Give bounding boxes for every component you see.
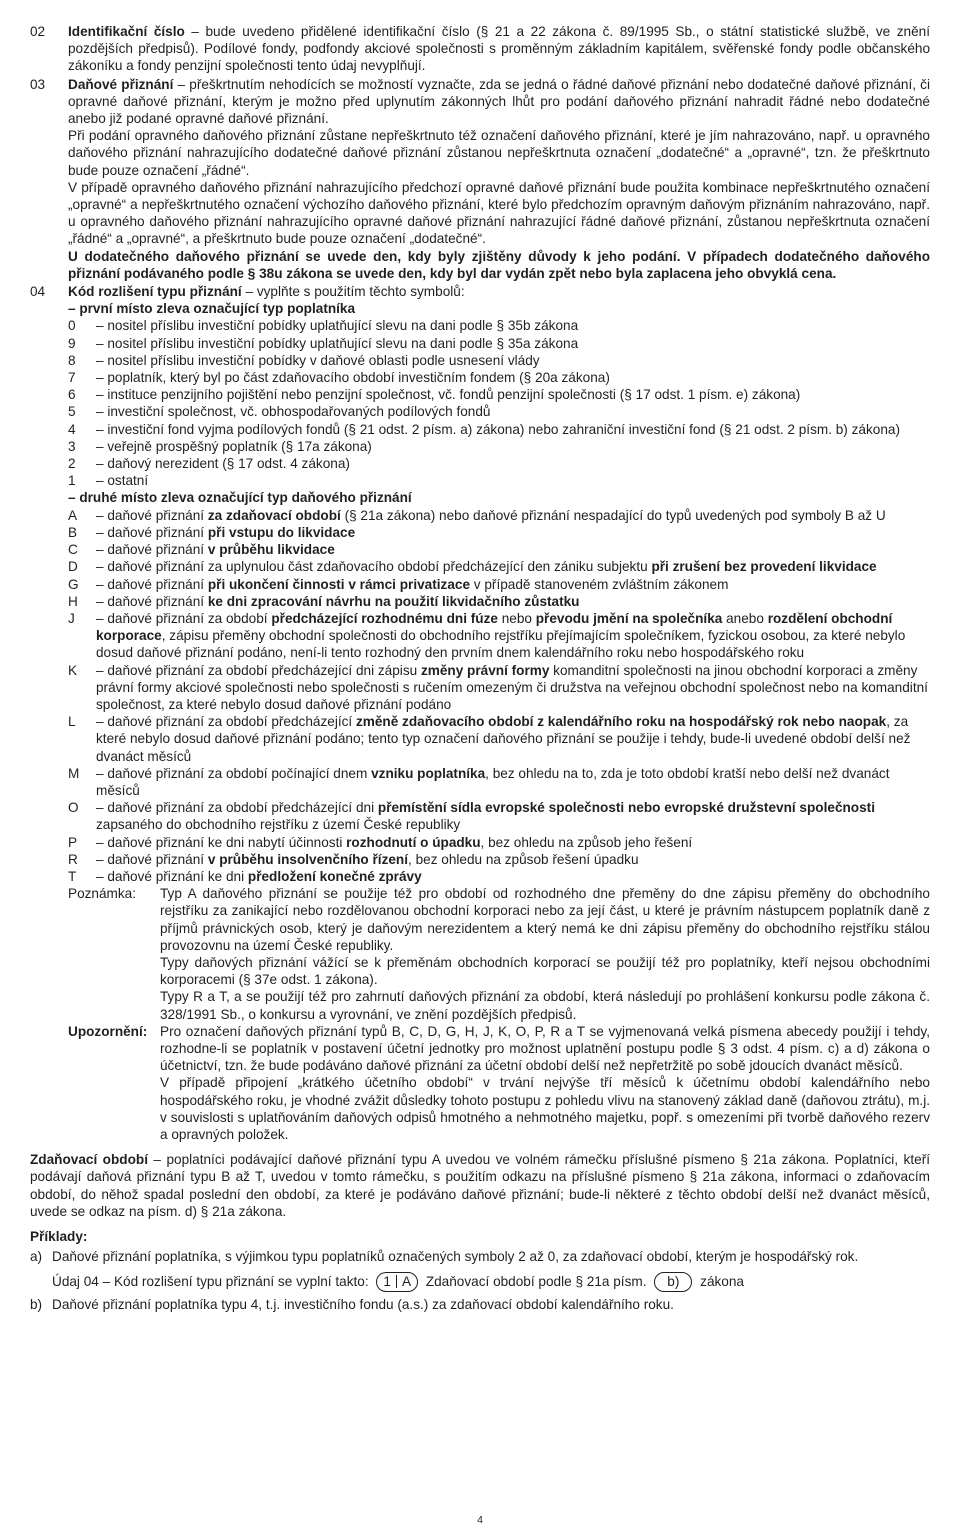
return-type-list xyxy=(68,507,930,885)
section-title: Kód rozlišení typu přiznání xyxy=(68,284,242,300)
section-02-text: Identifikační číslo – bude uvedeno přidělené identifikační číslo (§ 21 a 22 zákona č. 89/1995 Sb., o státní statistické službě, ve znění pozdějších předpisů). Podílové fondy, podfondy akciové společnosti s proměnným základním kapitálem, svěřenské fondy podle občanského zákoníku a fondy penzijní společnosti tento údaj nevyplňují. xyxy=(68,24,930,74)
return-type-item: R – daňové přiznání v průběhu insolvenčního řízení, bez ohledu na způsob řešení úpadku xyxy=(68,851,639,867)
second-place-heading: – druhé místo zleva označující typ daňového přiznání xyxy=(68,490,412,506)
warning-label: Upozornění: xyxy=(68,1023,148,1039)
note-block: Poznámka: Typ A daňového přiznání se použije též pro období od rozhodného dne přeměny do dne zápisu přeměny do obchodního rejstříku za zanikající nebo rozdělovanou obchodní korporaci nebo za její část, u které je právním nástupcem poplatník daně z příjmů právnických osob, který je daňovým nerezidentem a který nemá ke dni zápisu přeměny do obchodního rejstříku stálou provozovnu na území České republiky. Typy daňových přiznání vážící se k přeměnám obchodních korporací se použijí též pro poplatníky, kteří nejsou obchodními korporacemi (§ 37e odst. 1 zákona). Typy R a T, a se použijí též pro zahrnutí daňových přiznání za období, která následují po prohlášení konkursu podle zákona č. 328/1991 Sb., o konkursu a vyrovnání, ve znění pozdějších předpisů. xyxy=(68,886,930,1022)
code-box: 1 A xyxy=(376,1272,418,1292)
taxpayer-type-item: 7 – poplatník, který byl po část zdaňovacího období investičním fondem (§ 20a zákona) xyxy=(68,370,610,386)
taxpayer-type-item: 1 – ostatní xyxy=(68,473,149,489)
section-03-p3: V případě opravného daňového přiznání nahrazujícího předchozí opravné daňové přiznání bude použita kombinace nepřeškrtnutého označení „opravné“ a nepřeškrtnutého označení výchozího daňového přiznání, které bylo předchozím opravným daňovým přiznáním nahrazováno, např. u opravného daňového přiznání nahrazujícího opravné daňové přiznání nahrazující řádné daňové přiznání, zůstanou nepřeškrtnuta označení „řádné“ a „opravné“, a přeškrtnuto bude pouze označení „dodatečné“. xyxy=(68,179,930,247)
section-title: Identifikační číslo xyxy=(68,24,185,39)
return-type-item: P – daňové přiznání ke dni nabytí účinnosti rozhodnutí o úpadku, bez ohledu na způsob jeho řešení xyxy=(68,834,693,850)
taxpayer-type-item: 2 – daňový nerezident (§ 17 odst. 4 zákona) xyxy=(68,456,350,472)
return-type-item: M – daňové přiznání za období počínající dnem vzniku poplatníka, bez ohledu na to, zda je toto období kratší nebo delší než dvanáct měsíců xyxy=(68,765,890,798)
return-type-item: T – daňové přiznání ke dni předložení konečné zprávy xyxy=(68,868,422,884)
taxpayer-type-item: 6 – instituce penzijního pojištění nebo penzijní společnost, vč. fondů penzijní společnosti (§ 17 odst. 1 písm. e) zákona) xyxy=(68,387,801,403)
first-place-heading: – první místo zleva označující typ poplatníka xyxy=(68,301,356,317)
section-title: Daňové přiznání xyxy=(68,76,174,92)
return-type-item: H – daňové přiznání ke dni zpracování návrhu na použití likvidačního zůstatku xyxy=(68,593,580,609)
instructions-content xyxy=(30,23,930,1314)
example-b: b) Daňové přiznání poplatníka typu 4, t.j. investičního fondu (a.s.) za zdaňovací období kalendářního roku. xyxy=(30,1297,674,1313)
section-number: 03 xyxy=(30,76,46,92)
return-type-item: G – daňové přiznání při ukončení činnosti v rámci privatizace v případě stanoveném zvláštním zákonem xyxy=(68,576,729,592)
page-number: 4 xyxy=(477,1514,483,1526)
return-type-item: B – daňové přiznání při vstupu do likvidace xyxy=(68,524,356,540)
section-03-p2: Při podání opravného daňového přiznání zůstane nepřeškrtnuto též označení daňového přiznání, které je jím nahrazováno, např. u opravného daňového přiznání nahrazujícího dodatečné daňové přiznání zůstanou nepřeškrtnuta označení „dodatečné“ a „opravné“, tzn. že přeškrtnuto bude pouze označení „řádné“. xyxy=(68,128,930,178)
taxpayer-type-list xyxy=(68,317,930,489)
example-a: a) Daňové přiznání poplatníka, s výjimkou typu poplatníků označených symboly 2 až 0, za zdaňovací období, kterým je hospodářský rok. xyxy=(30,1249,859,1265)
taxpayer-type-item: 0 – nositel příslibu investiční pobídky uplatňující slevu na dani podle § 35b zákona xyxy=(68,318,579,334)
taxpayer-type-item: 9 – nositel příslibu investiční pobídky uplatňující slevu na dani podle § 35a zákona xyxy=(68,335,579,351)
section-number: 02 xyxy=(30,24,46,39)
return-type-item: D – daňové přiznání za uplynulou část zdaňovacího období předcházející den zániku subjektu při zrušení bez provedení likvidace xyxy=(68,559,877,575)
section-03 xyxy=(30,76,930,282)
section-02 xyxy=(30,23,930,75)
taxpayer-type-item: 4 – investiční fond vyjma podílových fondů (§ 21 odst. 2 písm. a) zákona) nebo zahraniční investiční fond (§ 21 odst. 2 písm. b) zákona) xyxy=(68,421,900,437)
tax-period-text: Zdaňovací období – poplatníci podávající daňové přiznání typu A uvedou ve volném rámečku příslušné písmeno § 21a zákona. Poplatníci, kteří podávají daňová přiznání typu B až T, uvedou v tomto rámečku, s použitím odkazu na příslušné písmeno § 21a zákona, informaci o zdaňovacím období, do něhož spadal poslední den období, za které je podáváno daňové přiznání; bude-li některé z těchto období delší než dvanáct měsíců, uvede se odkaz na písm. d) § 21a zákona. xyxy=(30,1152,930,1219)
taxpayer-type-item: 8 – nositel příslibu investiční pobídky v daňové oblasti podle usnesení vlády xyxy=(68,352,540,368)
section-03-p1: Daňové přiznání – přeškrtnutím nehodících se možností vyznačte, zda se jedná o řádné daňové přiznání nebo dodatečné daňové přiznání, či opravné daňové přiznání, kterým je možno před uplynutím zákonných lhůt pro podání daňového přiznání nahradit řádné nebo dodatečné anebo již podané opravné daňové přiznání. xyxy=(68,76,930,127)
section-04-intro: Kód rozlišení typu přiznání – vyplňte s použitím těchto symbolů: xyxy=(68,284,465,300)
note-label: Poznámka: xyxy=(68,886,137,902)
taxpayer-type-item: 3 – veřejně prospěšný poplatník (§ 17a zákona) xyxy=(68,438,372,454)
return-type-item: L – daňové přiznání za období předcházející změně zdaňovacího období z kalendářního roku na hospodářský rok nebo naopak, za které nebylo dosud daňové přiznání podáno; tento typ označení daňového přiznání se použije i tehdy, bude-li uvedené období delší než dvanáct měsíců xyxy=(68,714,911,764)
section-03-p4: U dodatečného daňového přiznání se uvede den, kdy byly zjištěny důvody k jeho podání. V případech dodatečného daňového přiznání podávaného podle § 38u zákona se uvede den, kdy byl dar vydán zpět nebo byla zaplacena jeho obvyklá cena. xyxy=(68,248,930,281)
return-type-item: J – daňové přiznání za období předcházející rozhodnému dni fúze nebo převodu jmění na společníka anebo rozdělení obchodní korporace, zápisu přeměny obchodní společnosti do obchodního rejstříku přejímajícím společníkem, fyzickou osobou, za které nebylo dosud daňové přiznání podáno, není-li tento rozhodný den prvním dnem kalendářního roku nebo hospodářského roku xyxy=(68,610,906,661)
return-type-item: O – daňové přiznání za období předcházející dni přemístění sídla evropské společnosti nebo evropské družstevní společnosti zapsaného do obchodního rejstříku z území České republiky xyxy=(68,800,875,833)
return-type-item: C – daňové přiznání v průběhu likvidace xyxy=(68,542,335,558)
return-type-item: K – daňové přiznání za období předcházející dni zápisu změny právní formy komanditní společnosti na jinou obchodní korporaci a změny právní formy akciové společnosti nebo společnosti s ručením omezeným či družstva na veřejnou obchodní společnost nebo na komanditní společnost, za které nebylo dosud daňové přiznání podáno xyxy=(68,662,928,712)
example-filled-line: Údaj 04 – Kód rozlišení typu přiznání se vyplní takto: 1 A Zdaňovací období podle § 21a písm. b) zákona xyxy=(52,1271,930,1293)
period-letter-box: b) xyxy=(654,1272,692,1292)
section-number: 04 xyxy=(30,284,46,300)
examples-heading: Příklady: xyxy=(30,1229,88,1245)
section-04 xyxy=(30,283,930,1143)
taxpayer-type-item: 5 – investiční společnost, vč. obhospodařovaných podílových fondů xyxy=(68,404,491,420)
warning-block: Upozornění: Pro označení daňových přiznání typů B, C, D, G, H, J, K, O, P, R a T se vyjmenovaná velká písmena abecedy použijí i tehdy, rozhodne-li se poplatník v postavení účetní jednotky pro možnost uplatnění postupu podle § 3 odst. 4 písm. c) a d) zákona o účetnictví, tzn. že bude podáváno daňové přiznání za účetní období delší než nepřetržitě po sobě jdoucích dvanáct měsíců. V případě připojení „krátkého účetního období“ v trvání nejvýše tří měsíců k účetnímu období kalendářního nebo hospodářského roku, je vhodné zvážit důsledky tohoto postupu z pohledu vlivu na stanovený základ daně (daňovou ztrátu), m.j. v souvislosti s uplatňováním daňových odpisů hmotného a nehmotného majetku, popř. s omezeními při tvorbě daňového rezerv a opravných položek. xyxy=(68,1023,930,1142)
tax-period-section xyxy=(30,1151,930,1313)
return-type-item: A – daňové přiznání za zdaňovací období (§ 21a zákona) nebo daňové přiznání nespadající do typů uvedených pod symboly B až U xyxy=(68,507,886,523)
